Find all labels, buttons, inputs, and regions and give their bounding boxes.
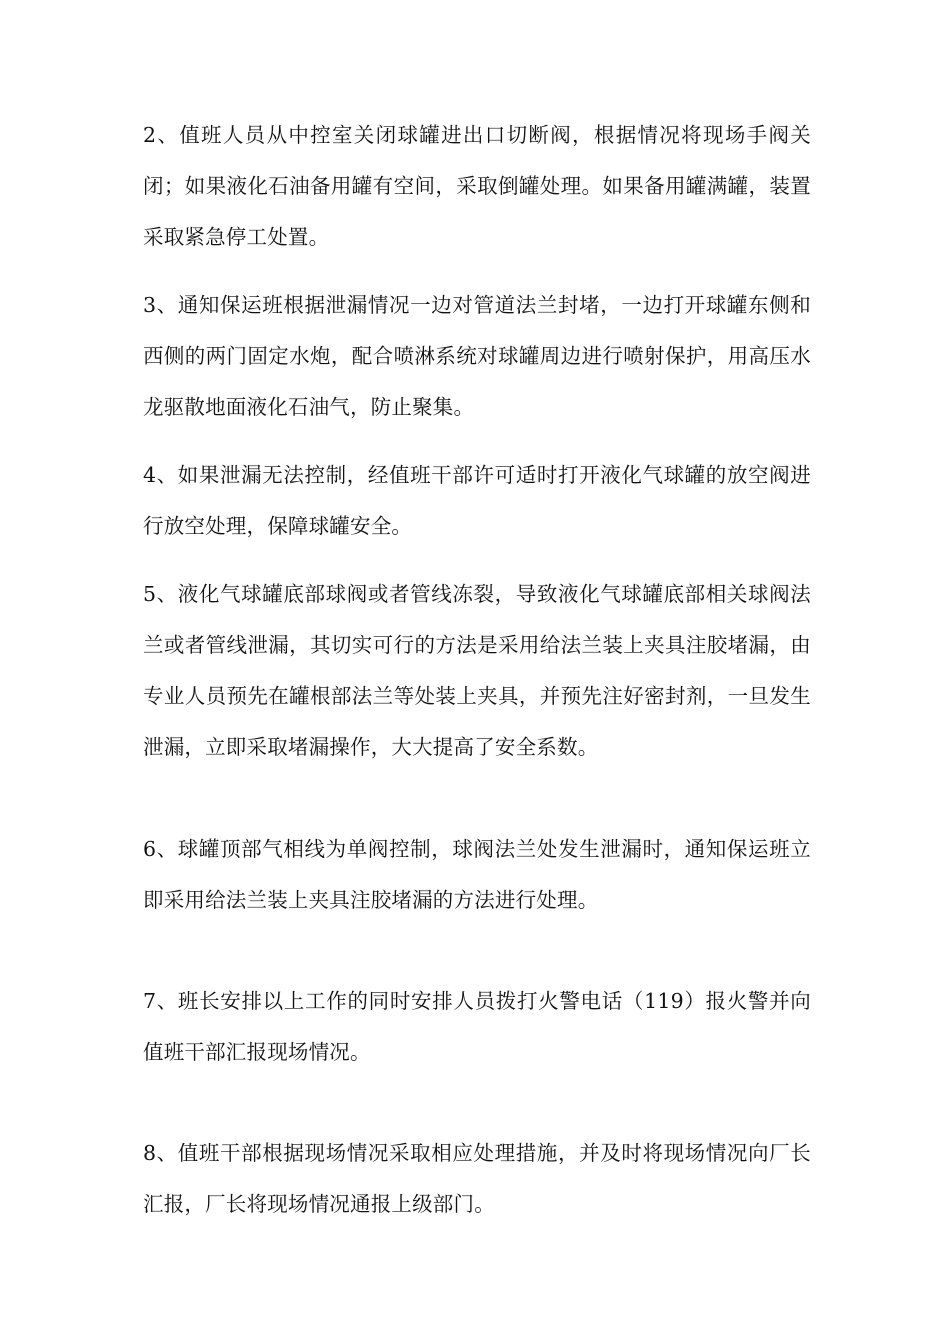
paragraph-step-6: 6、球罐顶部气相线为单阀控制，球阀法兰处发生泄漏时，通知保运班立即采用给法兰装上夹具注胶堵漏的方法进行处理。: [143, 837, 811, 912]
paragraph-step-8: 8、值班干部根据现场情况采取相应处理措施，并及时将现场情况向厂长汇报，厂长将现场情况通报上级部门。: [143, 1141, 811, 1216]
paragraph-step-5: 5、液化气球罐底部球阀或者管线冻裂，导致液化气球罐底部相关球阀法兰或者管线泄漏，其切实可行的方法是采用给法兰装上夹具注胶堵漏，由专业人员预先在罐根部法兰等处装上夹具，并预先注好密封剂，一旦发生泄漏，立即采取堵漏操作，大大提高了安全系数。: [143, 582, 811, 759]
paragraph-step-7: 7、班长安排以上工作的同时安排人员拨打火警电话（119）报火警并向值班干部汇报现场情况。: [143, 989, 811, 1064]
paragraph-step-4: 4、如果泄漏无法控制，经值班干部许可适时打开液化气球罐的放空阀进行放空处理，保障球罐安全。: [143, 463, 811, 538]
paragraph-step-2: 2、值班人员从中控室关闭球罐进出口切断阀，根据情况将现场手阀关闭；如果液化石油备用罐有空间，采取倒罐处理。如果备用罐满罐，装置采取紧急停工处置。: [143, 123, 811, 249]
paragraph-step-3: 3、通知保运班根据泄漏情况一边对管道法兰封堵，一边打开球罐东侧和西侧的两门固定水炮，配合喷淋系统对球罐周边进行喷射保护，用高压水龙驱散地面液化石油气，防止聚集。: [143, 293, 811, 419]
